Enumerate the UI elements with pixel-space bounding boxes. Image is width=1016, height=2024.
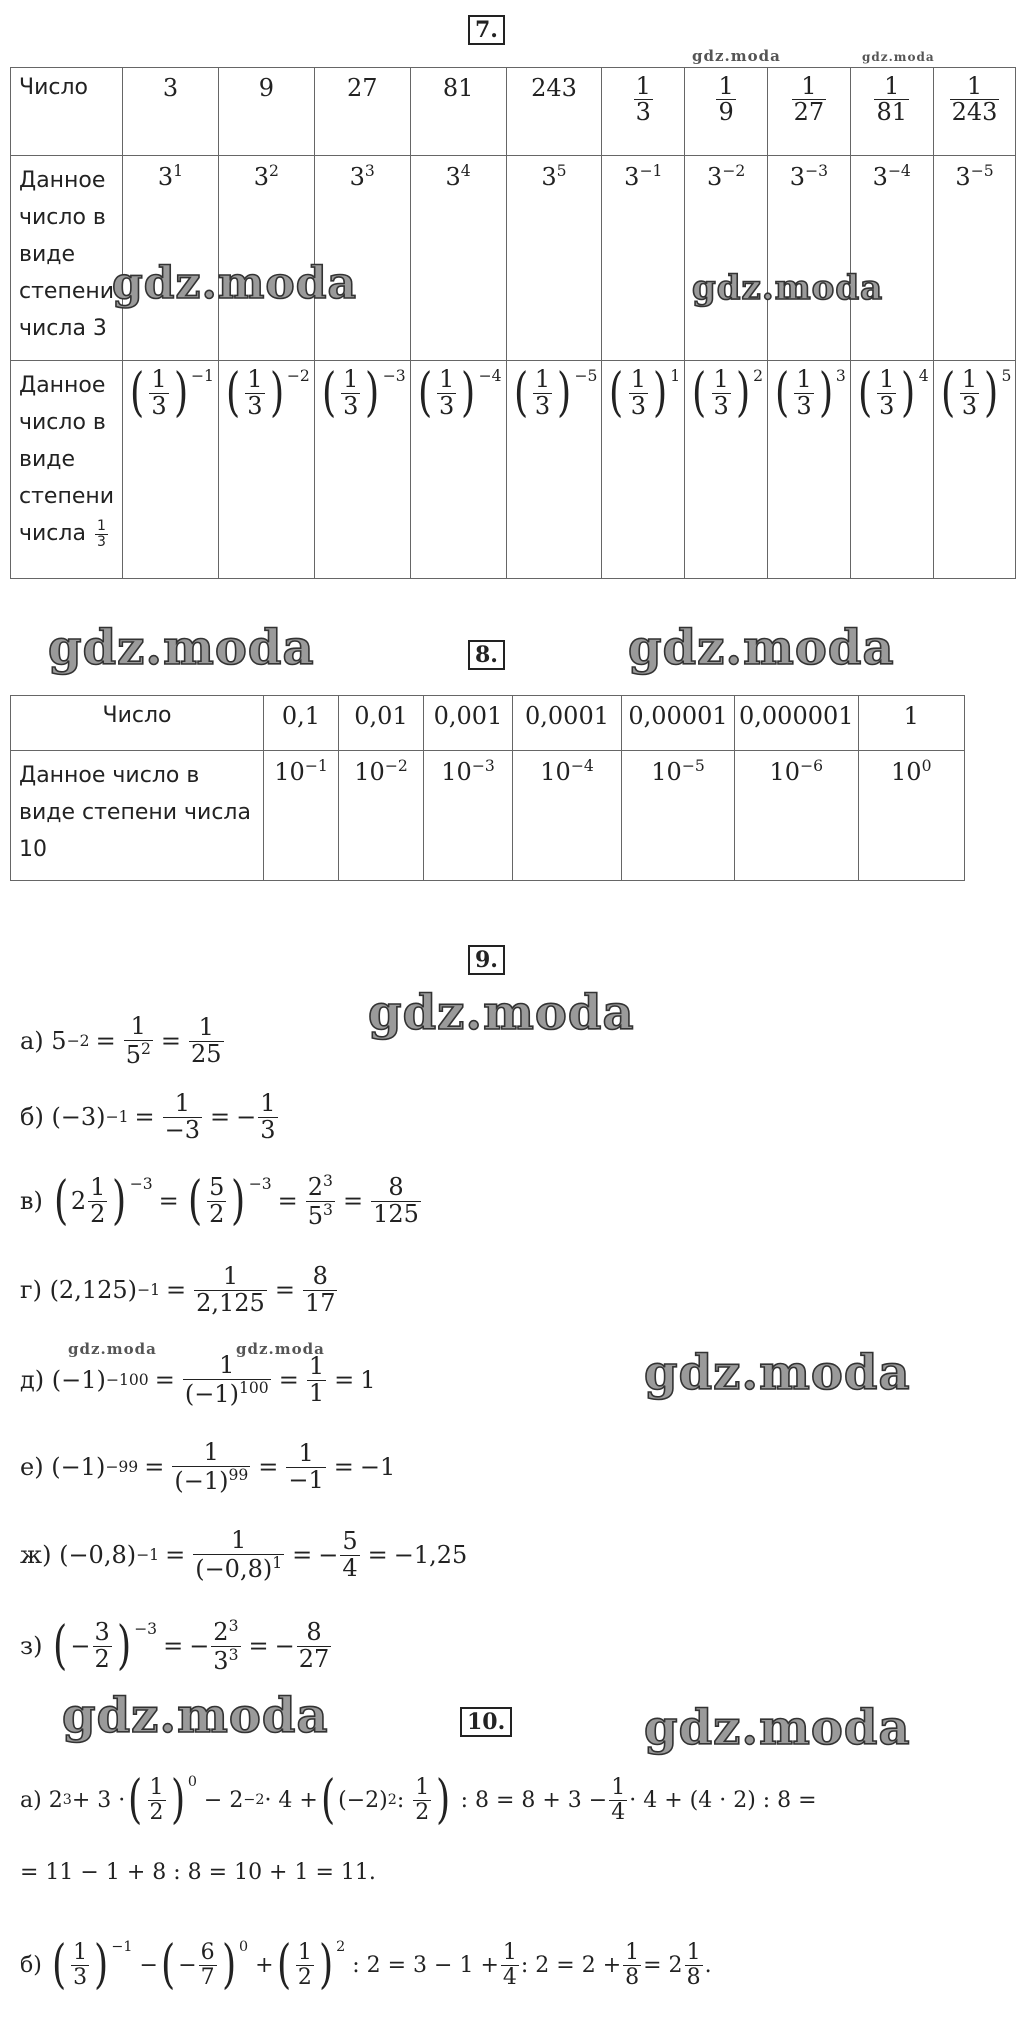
cell: $3^5$ (506, 156, 602, 361)
cell: $3^2$ (218, 156, 314, 361)
cell: ( $\frac{1}{3}$ ) $^2$ (685, 361, 768, 579)
cell: ( $\frac{1}{3}$ ) $^5$ (933, 361, 1016, 579)
solution-9c: в) ( 2 $\frac{1}{2}$ ) $^{-3}$ = ( $\frac{5}{2}$ ) $^{-3}$ = $\frac{2^3}{5^3}$ = $\frac{8}{125}$ (20, 1171, 419, 1231)
task-8-number: 8. (468, 640, 505, 670)
cell: ( $\frac{1}{3}$ ) $^{-1}$ (123, 361, 219, 579)
cell: ( $\frac{1}{3}$ ) $^3$ (768, 361, 851, 579)
cell: ( $\frac{1}{3}$ ) $^{-4}$ (410, 361, 506, 579)
task-8-table (10, 695, 965, 881)
task-9-number: 9. (468, 945, 505, 975)
watermark: gdz.moda (644, 1345, 911, 1401)
cell: $10^{-2}$ (339, 751, 424, 881)
watermark: gdz.moda (62, 1688, 329, 1744)
cell: $10^{-1}$ (264, 751, 339, 881)
cell: $3^{-3}$ (768, 156, 851, 361)
cell: $\frac{1}{27}$ (768, 68, 851, 156)
solution-10a-line1: а) 2 3 + 3 · ( $\frac{1}{2}$ ) $^0$ − 2 −2 · 4 + ( (−2) 2 : $\frac{1}{2}$ ) : 8 = 8 + 3 − $\frac{1}{4}$ · 4 + (4 · 2) : 8 = (20, 1770, 817, 1830)
solution-9f: е) (−1) −99 = $\frac{1}{(-1)^{99}}$ = $\frac{1}{-1}$ = −1 (20, 1438, 396, 1495)
task-7-table (10, 67, 1016, 579)
row-label-power3: Данное число в виде степени числа 3 (11, 156, 123, 361)
cell: $3^4$ (410, 156, 506, 361)
cell: $3^{-5}$ (933, 156, 1016, 361)
watermark: gdz.moda (862, 50, 935, 64)
solution-9e: д) (−1) −100 = $\frac{1}{(-1)^{100}}$ = $\frac{1}{1}$ = 1 (20, 1351, 376, 1408)
cell: ( $\frac{1}{3}$ ) $^4$ (850, 361, 933, 579)
cell: 0,1 (264, 696, 339, 751)
solution-9g: ж) (−0,8) −1 = $\frac{1}{(-0,8)^1}$ = − $\frac{5}{4}$ = −1,25 (20, 1526, 468, 1583)
row-label-number: Число (11, 68, 123, 156)
cell: $3^{-1}$ (602, 156, 685, 361)
cell: $3^3$ (314, 156, 410, 361)
row-label-power-third: Данное число в виде степени числа $\frac{1}{3}$ (11, 361, 123, 579)
cell: 27 (314, 68, 410, 156)
cell: $3^1$ (123, 156, 219, 361)
watermark: gdz.moda (368, 985, 635, 1041)
row-label-power10: Данное число в виде степени числа 10 (11, 751, 264, 881)
cell: $\frac{1}{81}$ (850, 68, 933, 156)
cell: 9 (218, 68, 314, 156)
cell: ( $\frac{1}{3}$ ) $^{-2}$ (218, 361, 314, 579)
cell: $\frac{1}{243}$ (933, 68, 1016, 156)
cell: $10^{-5}$ (622, 751, 735, 881)
watermark: gdz.moda (692, 47, 781, 65)
task-10-number: 10. (460, 1707, 512, 1737)
row-label-number: Число (11, 696, 264, 751)
cell: 81 (410, 68, 506, 156)
cell: 1 (858, 696, 964, 751)
cell: 0,01 (339, 696, 424, 751)
cell: ( $\frac{1}{3}$ ) $^{-3}$ (314, 361, 410, 579)
watermark: gdz.moda (628, 620, 895, 676)
cell: $3^{-4}$ (850, 156, 933, 361)
cell: ( $\frac{1}{3}$ ) $^1$ (602, 361, 685, 579)
cell: $\frac{1}{3}$ (602, 68, 685, 156)
cell: $10^0$ (858, 751, 964, 881)
watermark: gdz.moda (644, 1700, 911, 1756)
cell: $3^{-2}$ (685, 156, 768, 361)
cell: $10^{-3}$ (424, 751, 513, 881)
watermark: gdz.moda (692, 268, 884, 308)
cell: 0,001 (424, 696, 513, 751)
solution-9b: б) (−3) −1 = $\frac{1}{-3}$ = − $\frac{1}{3}$ (20, 1089, 276, 1144)
cell: 3 (123, 68, 219, 156)
watermark: gdz.moda (112, 258, 358, 309)
cell: 243 (506, 68, 602, 156)
cell: $\frac{1}{9}$ (685, 68, 768, 156)
cell: 0,0001 (513, 696, 622, 751)
solution-9h: з) ( − $\frac{3}{2}$ ) $^{-3}$ = − $\frac{2^3}{3^3}$ = − $\frac{8}{27}$ (20, 1616, 330, 1676)
cell: 0,000001 (735, 696, 859, 751)
task-7-number: 7. (468, 15, 505, 45)
watermark: gdz.moda (48, 620, 315, 676)
solution-10a-line2: = 11 − 1 + 8 : 8 = 10 + 1 = 11. (20, 1859, 376, 1885)
watermark: gdz.moda (68, 1340, 157, 1358)
cell: ( $\frac{1}{3}$ ) $^{-5}$ (506, 361, 602, 579)
solution-9a: а) 5 −2 = $\frac{1}{5^2}$ = $\frac{1}{25}$ (20, 1012, 222, 1069)
cell: $10^{-6}$ (735, 751, 859, 881)
cell: 0,00001 (622, 696, 735, 751)
solution-10b: б) ( $\frac{1}{3}$ ) $^{-1}$ − ( − $\frac{6}{7}$ ) $^0$ + ( $\frac{1}{2}$ ) $^2$ : 2 = 3 − 1 + $\frac{1}{4}$ : 2 = 2 + $\frac{1}{8}$ = 2 $\frac{1}{8}$ . (20, 1935, 712, 1995)
solution-9d: г) (2,125) −1 = $\frac{1}{2,125}$ = $\frac{8}{17}$ (20, 1262, 336, 1317)
watermark: gdz.moda (236, 1340, 325, 1358)
cell: $10^{-4}$ (513, 751, 622, 881)
